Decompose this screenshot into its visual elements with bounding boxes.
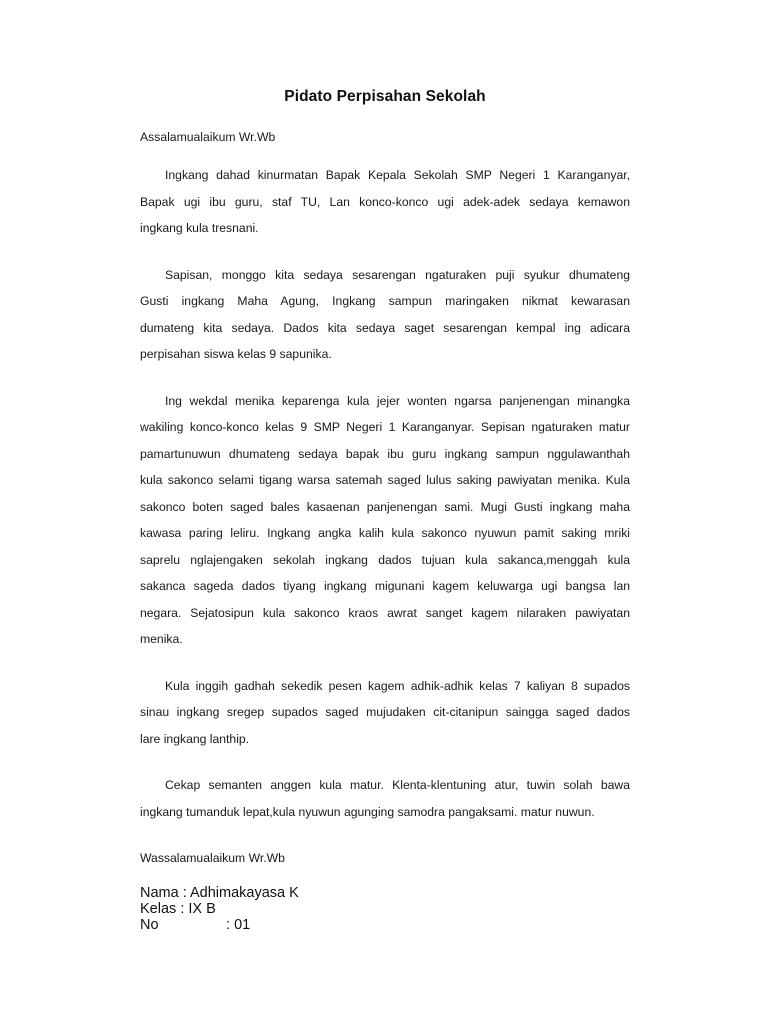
paragraph-line: perpisahan siswa kelas 9 sapunika. (140, 347, 332, 361)
paragraph-3 (140, 388, 630, 653)
paragraph-2 (140, 262, 630, 368)
paragraph-line: dumateng kita sedaya. Dados kita sedaya saget sesarengan kempal ing adicara (140, 320, 630, 335)
no-value: : 01 (226, 917, 251, 933)
paragraph-line: ingkang kula tresnani. (140, 221, 259, 235)
paragraph-line: saprelu nglajengaken sekolah ingkang dados tujuan kula sakanca,menggah kula (140, 552, 630, 567)
identity-row-no (140, 917, 630, 933)
paragraph-line: kawasa paring leliru. Ingkang angka kalih kula sakonco nyuwun pamit saking mriki (140, 526, 630, 540)
no-label: No (140, 917, 159, 933)
paragraph-line: Ingkang dahad kinurmatan Bapak Kepala Sekolah SMP Negeri 1 Karanganyar, (165, 168, 630, 182)
kelas-label: Kelas (140, 901, 177, 917)
kelas-value: : IX B (180, 901, 216, 917)
paragraph-line: Ing wekdal menika keparenga kula jejer wonten ngarsa panjenengan minangka (165, 393, 630, 408)
identity-row-kelas (140, 901, 630, 917)
paragraph-4 (140, 673, 630, 753)
opening-greeting: Assalamualaikum Wr.Wb (140, 130, 276, 144)
paragraph-line: sakonco boten saged bales kasaenan panjenengan sami. Mugi Gusti ingkang maha (140, 499, 630, 514)
document-title: Pidato Perpisahan Sekolah (284, 88, 486, 105)
paragraph-line: Bapak ugi ibu guru, staf TU, Lan konco-konco ugi adek-adek sedaya kemawon (140, 194, 630, 209)
paragraph-line: negara. Sejatosipun kula sakonco kraos awrat sanget kagem nilaraken pawiyatan (140, 605, 630, 620)
closing-greeting: Wassalamualaikum Wr.Wb (140, 851, 285, 865)
paragraph-line: Cekap semanten anggen kula matur. Klenta-klentuning atur, tuwin solah bawa (165, 778, 630, 792)
document-body (140, 88, 630, 933)
paragraph-line: wakiling konco-konco kelas 9 SMP Negeri 1 Karanganyar. Sepisan ngaturaken matur (140, 420, 630, 434)
paragraph-line: pamartunuwun dhumateng sedaya bapak ibu guru ingkang sampun nggulawanthah (140, 446, 630, 461)
paragraph-line: Sapisan, monggo kita sedaya sesarengan ngaturaken puji syukur dhumateng (165, 267, 630, 282)
nama-value: : Adhimakayasa K (182, 885, 299, 901)
paragraph-5 (140, 772, 630, 825)
paragraph-line: Gusti ingkang Maha Agung, Ingkang sampun maringaken nikmat kewarasan (140, 294, 630, 308)
student-identity (140, 885, 630, 933)
nama-label: Nama (140, 885, 179, 901)
paragraph-line: Kula inggih gadhah sekedik pesen kagem adhik-adhik kelas 7 kaliyan 8 supados (165, 678, 630, 693)
identity-row-nama (140, 885, 630, 901)
paragraph-line: sakanca sageda dados tiyang ingkang migunani kagem keluwarga ugi bangsa lan (140, 579, 630, 593)
paragraph-line: menika. (140, 632, 183, 646)
paragraph-line: sinau ingkang sregep supados saged mujudaken cit-citanipun saingga saged dados (140, 705, 630, 719)
paragraph-1 (140, 162, 630, 242)
paragraph-line: kula sakonco selami tigang warsa satemah saged lulus saking pawiyatan menika. Kula (140, 473, 630, 487)
paragraph-line: lare ingkang lanthip. (140, 731, 250, 746)
paragraph-line: ingkang tumanduk lepat,kula nyuwun agunging samodra pangaksami. matur nuwun. (140, 804, 595, 819)
